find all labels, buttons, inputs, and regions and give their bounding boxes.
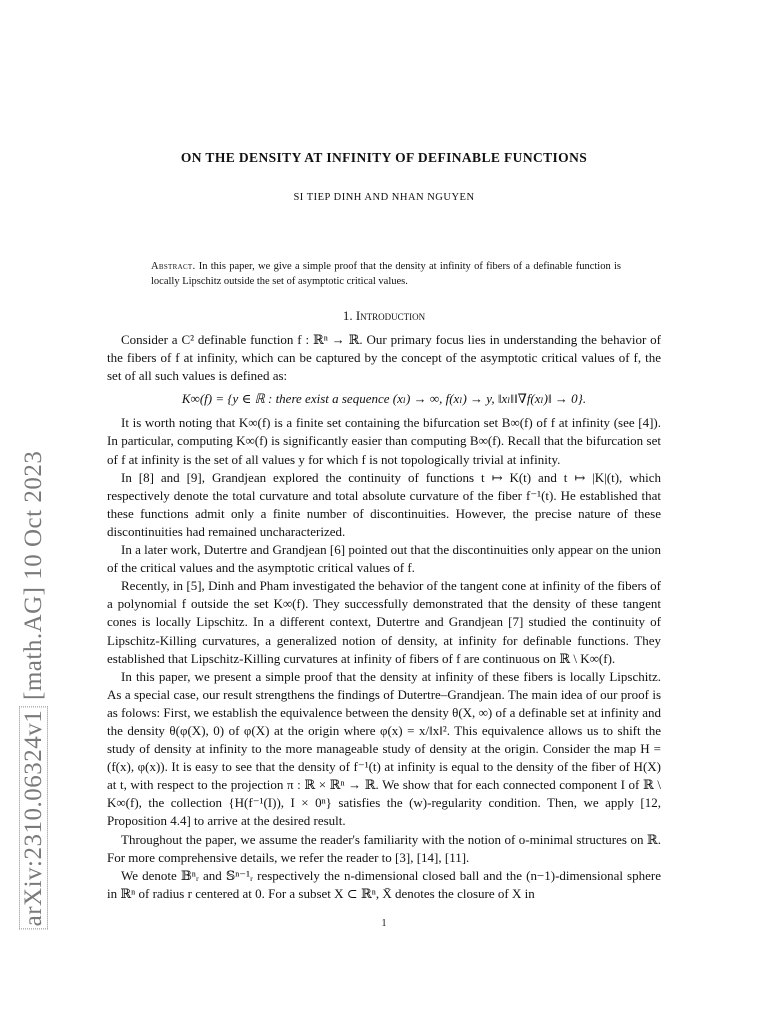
paragraph: In a later work, Dutertre and Grandjean [6] pointed out that the discontinuities only appear on the union of the critical values and the asymptotic critical values of f. (107, 542, 661, 576)
paragraph: In [8] and [9], Grandjean explored the continuity of functions t ↦ K(t) and t ↦ |K|(t), which respectively denote the total curvature and total absolute curvature of the fiber f⁻¹(t). He established that these functions admit only a finite number of discontinuities. However, the precise nature of these discontinuities had remained uncharacterized. (107, 469, 661, 539)
paragraph: Throughout the paper, we assume the reader's familiarity with the notion of o-minimal structures on ℝ. For more comprehensive details, we refer the reader to [3], [14], [11]. (107, 831, 661, 865)
paragraph: We denote 𝔹ⁿᵣ and 𝕊ⁿ⁻¹ᵣ respectively the n-dimensional closed ball and the (n−1)-dimensional sphere in ℝⁿ of radius r centered at 0. For a subset X ⊂ ℝⁿ, X̄ denotes the closure of X in (107, 867, 661, 901)
display-formula: K∞(f) = {y ∈ ℝ : there exist a sequence (xₗ) → ∞, f(xₗ) → y, ‖xₗ‖‖∇f(xₗ)‖ → 0}. (181, 391, 587, 407)
section-title: Introduction (355, 308, 426, 323)
paragraph: It is worth noting that K∞(f) is a finite set containing the bifurcation set B∞(f) of f at infinity (see [4]). In particular, computing K∞(f) is significantly easier than computing B∞(f). Recall that the bifurcation set of f at infinity is the set of all values y for which f is not topologically trivial at infinity. (107, 415, 661, 467)
paragraph: In this paper, we present a simple proof that the density at infinity of these fibers is locally Lipschitz. As a special case, our result strengthens the findings of Dutertre–Grandjean. The main idea of our proof is as folows: First, we establish the equivalence between the density θ(X, ∞) of a definable set at infinity and the density θ(φ(X), 0) of φ(X) at the origin where φ(x) = x/‖x‖². This equivalence allows us to shift the study of density at infinity to the more manageable study of density at the origin. Consider the map H = (f(x), φ(x)). It is easy to see that the density of f⁻¹(t) at infinity is equal to the density of the fiber of H(X) at t, with respect to the projection π : ℝ × ℝⁿ → ℝ. We show that for each connected component I of ℝ \ K∞(f), the collection {H(f⁻¹(I)), I × 0ⁿ} satisfies the (w)-regularity condition. Then, we apply [12, Proposition 4.4] to arrive at the desired result. (107, 668, 661, 829)
arxiv-date: 10 Oct 2023 (20, 450, 47, 580)
arxiv-category: [math.AG] (20, 586, 47, 700)
abstract-label: Abstract. (151, 261, 196, 272)
paragraph: Consider a C² definable function f : ℝⁿ → ℝ. Our primary focus lies in understanding the behavior of the fibers of f at infinity, which can be captured by the concept of the asymptotic critical values of f, the set of all such values is defined as: (107, 332, 661, 384)
abstract (151, 259, 621, 289)
arxiv-id-link[interactable]: arXiv:2310.06324v1 (19, 707, 48, 930)
paper-title: ON THE DENSITY AT INFINITY OF DEFINABLE FUNCTIONS (180, 150, 588, 165)
abstract-text: In this paper, we give a simple proof that the density at infinity of fibers of a definable function is locally Lipschitz outside the set of asymptotic critical values. (151, 261, 621, 287)
section-number: 1. (342, 308, 353, 323)
arxiv-stamp (20, 451, 48, 930)
paragraph: Recently, in [5], Dinh and Pham investigated the behavior of the tangent cone at infinity of the fibers of a polynomial f outside the set K∞(f). They successfully demonstrated that the density of these tangent cones is locally Lipschitz. In a different context, Dutertre and Grandjean [7] studied the continuity of Lipschitz-Killing curvatures, a generalized notion of density, at infinity for definable functions. They established that Lipschitz-Killing curvatures at infinity of fibers of f are continuous on ℝ \ K∞(f). (107, 578, 661, 666)
paper-body (107, 331, 661, 903)
section-heading (0, 308, 768, 324)
page-number: 1 (381, 918, 387, 929)
arxiv-sidebar (14, 220, 54, 927)
paper-authors: SI TIEP DINH AND NHAN NGUYEN (293, 192, 475, 203)
